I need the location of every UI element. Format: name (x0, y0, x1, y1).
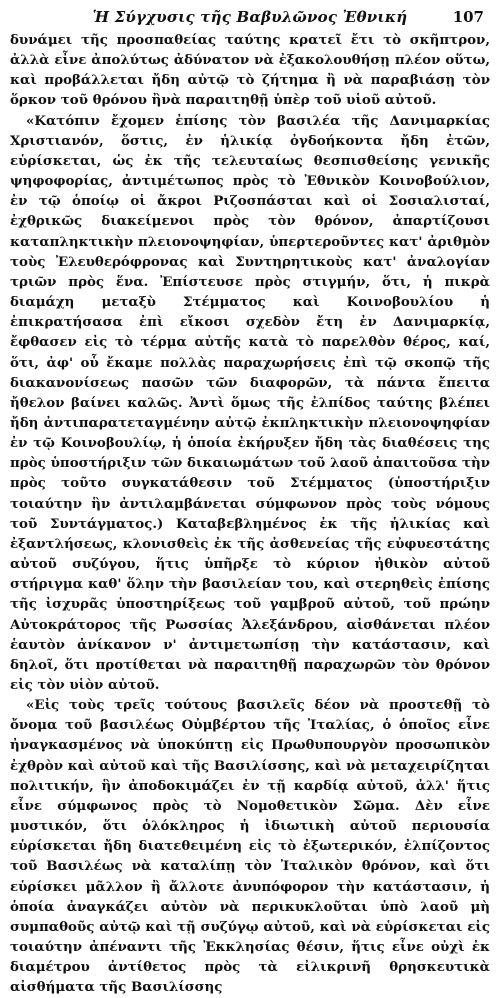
body-text (10, 30, 490, 998)
paragraph-2: «Κατόπιν ἔχομεν ἐπίσης τὸν βασιλέα τῆς Δανιμαρκίας Χριστιανόν, ὅστις, ἐν ἡλικίᾳ ὀγδοήκοντα ἤδη ἐτῶν, εὑρίσκεται, ὡς ἐκ τῆς τελευταίως θεσπισθείσης γενικῆς ψηφοφορίας, ἀντιμέτωπος πρὸς τὸ Ἐθνικὸν Κοινοβούλιον, ἐν τῷ ὁποίῳ οἱ ἄκροι Ριζοσπάσται καὶ οἱ Σοσιαλισταί, ἐχθρικῶς διακείμενοι πρὸς τὸν θρόνον, ἀπαρτίζουσι καταπληκτικὴν πλειονοψηφίαν, ὑπερτεροῦντες κατ' ἀριθμὸν τοὺς Ἐλευθερόφρονας καὶ Συντηρητικοὺς κατ' ἀναλογίαν τριῶν πρὸς ἕνα. Ἐπίστευσε πρὸς στιγμήν, ὅτι, ἡ πικρὰ διαμάχη μεταξὺ Στέμματος καὶ Κοινοβουλίου ἡ ἐπικρατήσασα ἐπὶ εἴκοσι σχεδὸν ἔτη ἐν Δανιμαρκίᾳ, ἔφθασεν εἰς τὸ τέρμα αὐτῆς κατὰ τὸ παρελθὸν θέρος, καί, ὅτι, ἀφ' οὗ ἔκαμε πολλὰς παραχωρήσεις ἐπὶ τῷ σκοπῷ τῆς διακανονίσεως πασῶν τῶν διαφορῶν, τὰ πάντα ἔπειτα ἤθελον βαίνει καλῶς. Ἀντὶ ὅμως τῆς ἐλπίδος ταύτης βλέπει ἤδη ἀντιπαρατεταγμένην αὐτῷ ἐκπληκτικὴν πλειονοψηφίαν ἐν τῷ Κοινοβουλίῳ, ἡ ὁποία ἐκήρυξεν ἤδη τὰς διαθέσεις της πρὸς ὑποστήριξιν τῶν δικαιωμάτων τοῦ λαοῦ ἀπαιτοῦσα τὴν πρὸς τοῦτο συγκατάθεσιν τοῦ Στέμματος (ὑποστήριξιν τοιαύτην ἣν ἀντιλαμβάνεται σύμφωνον πρὸς τοὺς νόμους τοῦ Συντάγματος.) Καταβεβλημένος ἐκ τῆς ἡλικίας καὶ ἐξαντλήσεως, κλονισθεὶς ἐκ τῆς ἀσθενείας τῆς εὐφυεστάτης αὐτοῦ συζύγου, ἥτις ὑπῆρξε τὸ κύριον ἠθικὸν αὐτοῦ στήριγμα καθ' ὅλην τὴν βασιλείαν του, καὶ στερηθεὶς ἐπίσης τῆς ἰσχυρᾶς ὑποστηρίξεως τοῦ γαμβροῦ αὐτοῦ, τοῦ πρώην Αὐτοκράτορος τῆς Ρωσσίας Ἀλεξάνδρου, αἰσθάνεται πλέον ἑαυτὸν ἀνίκανον ν' ἀντιμετωπίσῃ τὴν κατάστασιν, καὶ δηλοῖ, ὅτι προτίθεται νὰ παραιτηθῇ παραχωρῶν τὸν θρόνον εἰς τὸν υἱὸν αὐτοῦ. (10, 112, 490, 693)
paragraph-1: δυνάμει τῆς προσπαθείας ταύτης κρατεῖ ἔτι τὸ σκῆπτρον, ἀλλὰ εἶνε ἀπολύτως ἀδύνατον νὰ ἐξακολουθήσῃ πλέον οὕτω, καὶ προβάλλεται ἤδη αὐτῷ τὸ ζήτημα ἢ νὰ παραβιάσῃ τὸν ὅρκον τοῦ θρόνου ἢνὰ παραιτηθῇ ὑπὲρ τοῦ υἱοῦ αὐτοῦ. (10, 32, 490, 109)
running-head (10, 4, 490, 30)
page-number: 107 (452, 8, 484, 26)
paragraph-3: «Εἰς τοὺς τρεῖς τούτους βασιλεῖς δέον νὰ προστεθῇ τὸ ὄνομα τοῦ βασιλέως Οὐμβέρτου τῆς Ἰταλίας, ὁ ὁποῖος εἶνε ἠναγκασμένος νὰ ὑποκύπτῃ εἰς Πρωθυπουργὸν προσωπικὸν ἐχθρὸν καὶ αὐτοῦ καὶ τῆς Βασιλίσσης, καὶ νὰ μεταχειρίζηται πολιτικήν, ἣν ἀποδοκιμάζει ἐν τῇ καρδίᾳ αὐτοῦ, ἀλλ' ἥτις εἶνε σύμφωνος πρὸς τὸ Νομοθετικὸν Σῶμα. Δὲν εἶνε μυστικόν, ὅτι ὁλόκληρος ἡ ἰδιωτικὴ αὐτοῦ περιουσία εὑρίσκεται ἤδη διατεθειμένη εἰς τὸ ἐξωτερικόν, ἐλπίζοντος τοῦ Βασιλέως νὰ καταλίπῃ τὸν Ἰταλικὸν θρόνον, καὶ ὅτι εὑρίσκει μᾶλλον ἢ ἄλλοτε ἀνυπόφορον τὴν κατάστασιν, ἡ ὁποία ἀναγκάζει αὐτὸν νὰ περικυκλοῦται ὑπὸ λαοῦ μὴ συμπαθοῦς αὐτῷ καὶ τῇ συζύγῳ αὐτοῦ, καὶ νὰ εὑρίσκεται εἰς τοιαύτην ἀπέναντι τῆς Ἐκκλησίας θέσιν, ἥτις εἶνε οὐχὶ ἐκ διαμέτρου ἀντίθετος πρὸς τὰ εἰλικρινῆ θρησκευτικὰ αἰσθήματα τῆς Βασιλίσσης (10, 697, 490, 996)
running-title: Ἡ Σύγχυσις τῆς Βαβυλῶνος Ἐθνική (92, 8, 408, 26)
